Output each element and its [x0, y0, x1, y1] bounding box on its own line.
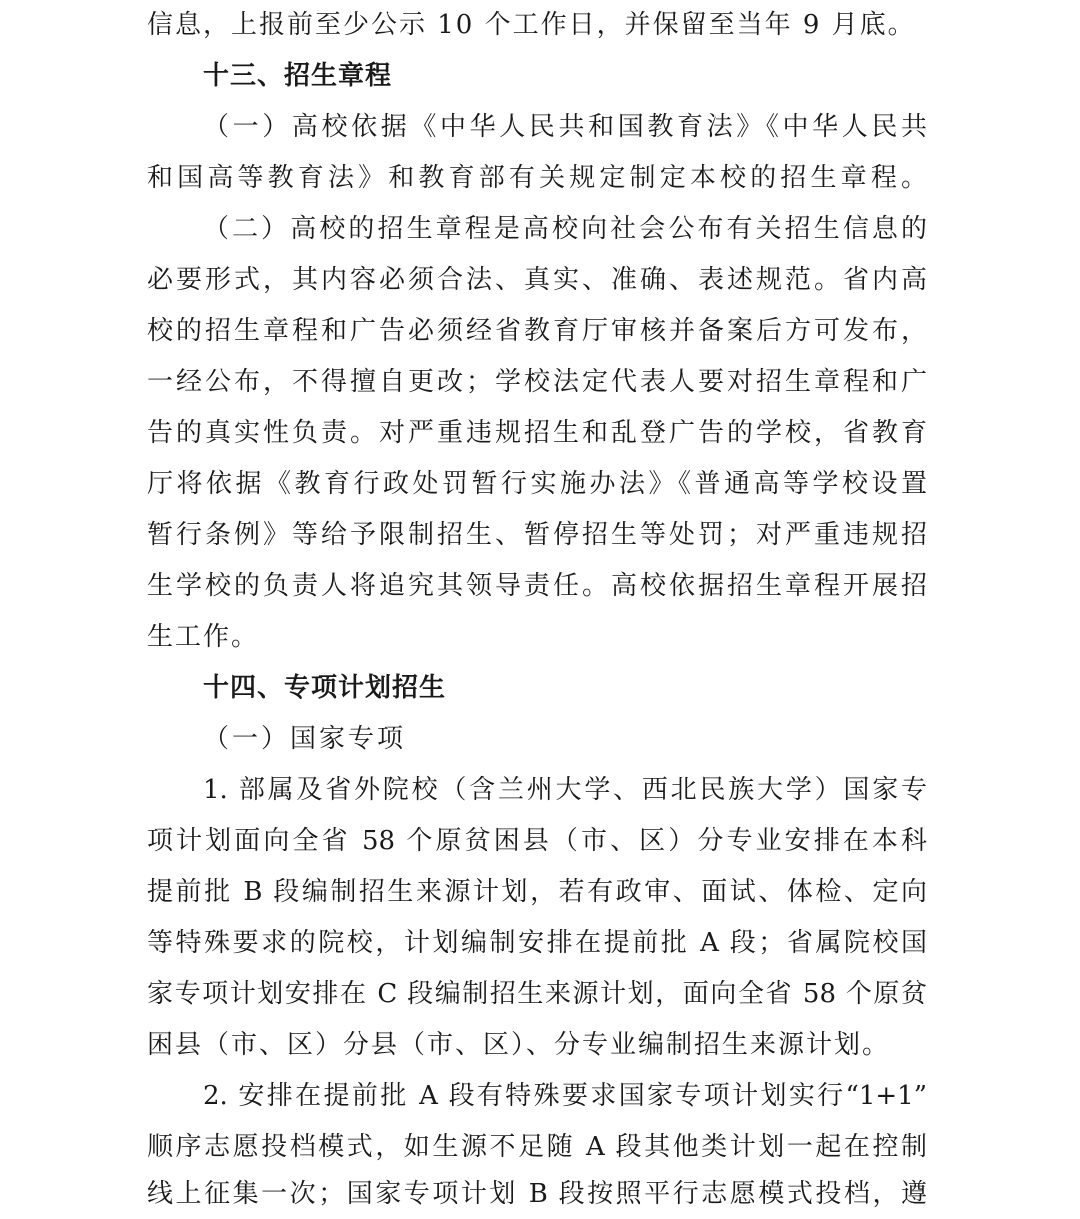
text-line: 2. 安排在提前批 A 段有特殊要求国家专项计划实行“1+1”: [203, 1081, 927, 1111]
text-line: 暂行条例》等给予限制招生、暂停招生等处罚；对严重违规招: [147, 520, 927, 550]
text-line: 1. 部属及省外院校（含兰州大学、西北民族大学）国家专: [203, 775, 927, 805]
text-line: 项计划面向全省 58 个原贫困县（市、区）分专业安排在本科: [147, 826, 927, 856]
text-line: 一经公布，不得擅自更改；学校法定代表人要对招生章程和广: [147, 367, 927, 397]
text-line: 厅将依据《教育行政处罚暂行实施办法》《普通高等学校设置: [147, 469, 927, 499]
text-line: 困县（市、区）分县（市、区）、分专业编制招生来源计划。: [147, 1030, 891, 1060]
text-line: 生工作。: [147, 622, 260, 652]
section-heading-13: 十三、招生章程: [203, 61, 393, 91]
text-line: 线上征集一次；国家专项计划 B 段按照平行志愿模式投档，遵: [147, 1179, 927, 1209]
text-line: 信息，上报前至少公示 10 个工作日，并保留至当年 9 月底。: [147, 10, 916, 40]
text-line: （一）高校依据《中华人民共和国教育法》《中华人民共: [203, 112, 927, 142]
subsection-heading: （一）国家专项: [203, 724, 407, 754]
text-line: 校的招生章程和广告必须经省教育厅审核并备案后方可发布，: [147, 316, 927, 346]
text-line: （二）高校的招生章程是高校向社会公布有关招生信息的: [203, 214, 927, 244]
text-line: 顺序志愿投档模式，如生源不足随 A 段其他类计划一起在控制: [147, 1132, 927, 1162]
document-page: [147, 0, 927, 1219]
text-line: 告的真实性负责。对严重违规招生和乱登广告的学校，省教育: [147, 418, 927, 448]
text-line: 等特殊要求的院校，计划编制安排在提前批 A 段；省属院校国: [147, 928, 927, 958]
text-line: 家专项计划安排在 C 段编制招生来源计划，面向全省 58 个原贫: [147, 979, 927, 1009]
text-line: 生学校的负责人将追究其领导责任。高校依据招生章程开展招: [147, 571, 927, 601]
text-line: 和国高等教育法》和教育部有关规定制定本校的招生章程。: [147, 163, 927, 193]
text-line: 提前批 B 段编制招生来源计划，若有政审、面试、体检、定向: [147, 877, 927, 907]
section-heading-14: 十四、专项计划招生: [203, 673, 447, 703]
text-line: 必要形式，其内容必须合法、真实、准确、表述规范。省内高: [147, 265, 927, 295]
